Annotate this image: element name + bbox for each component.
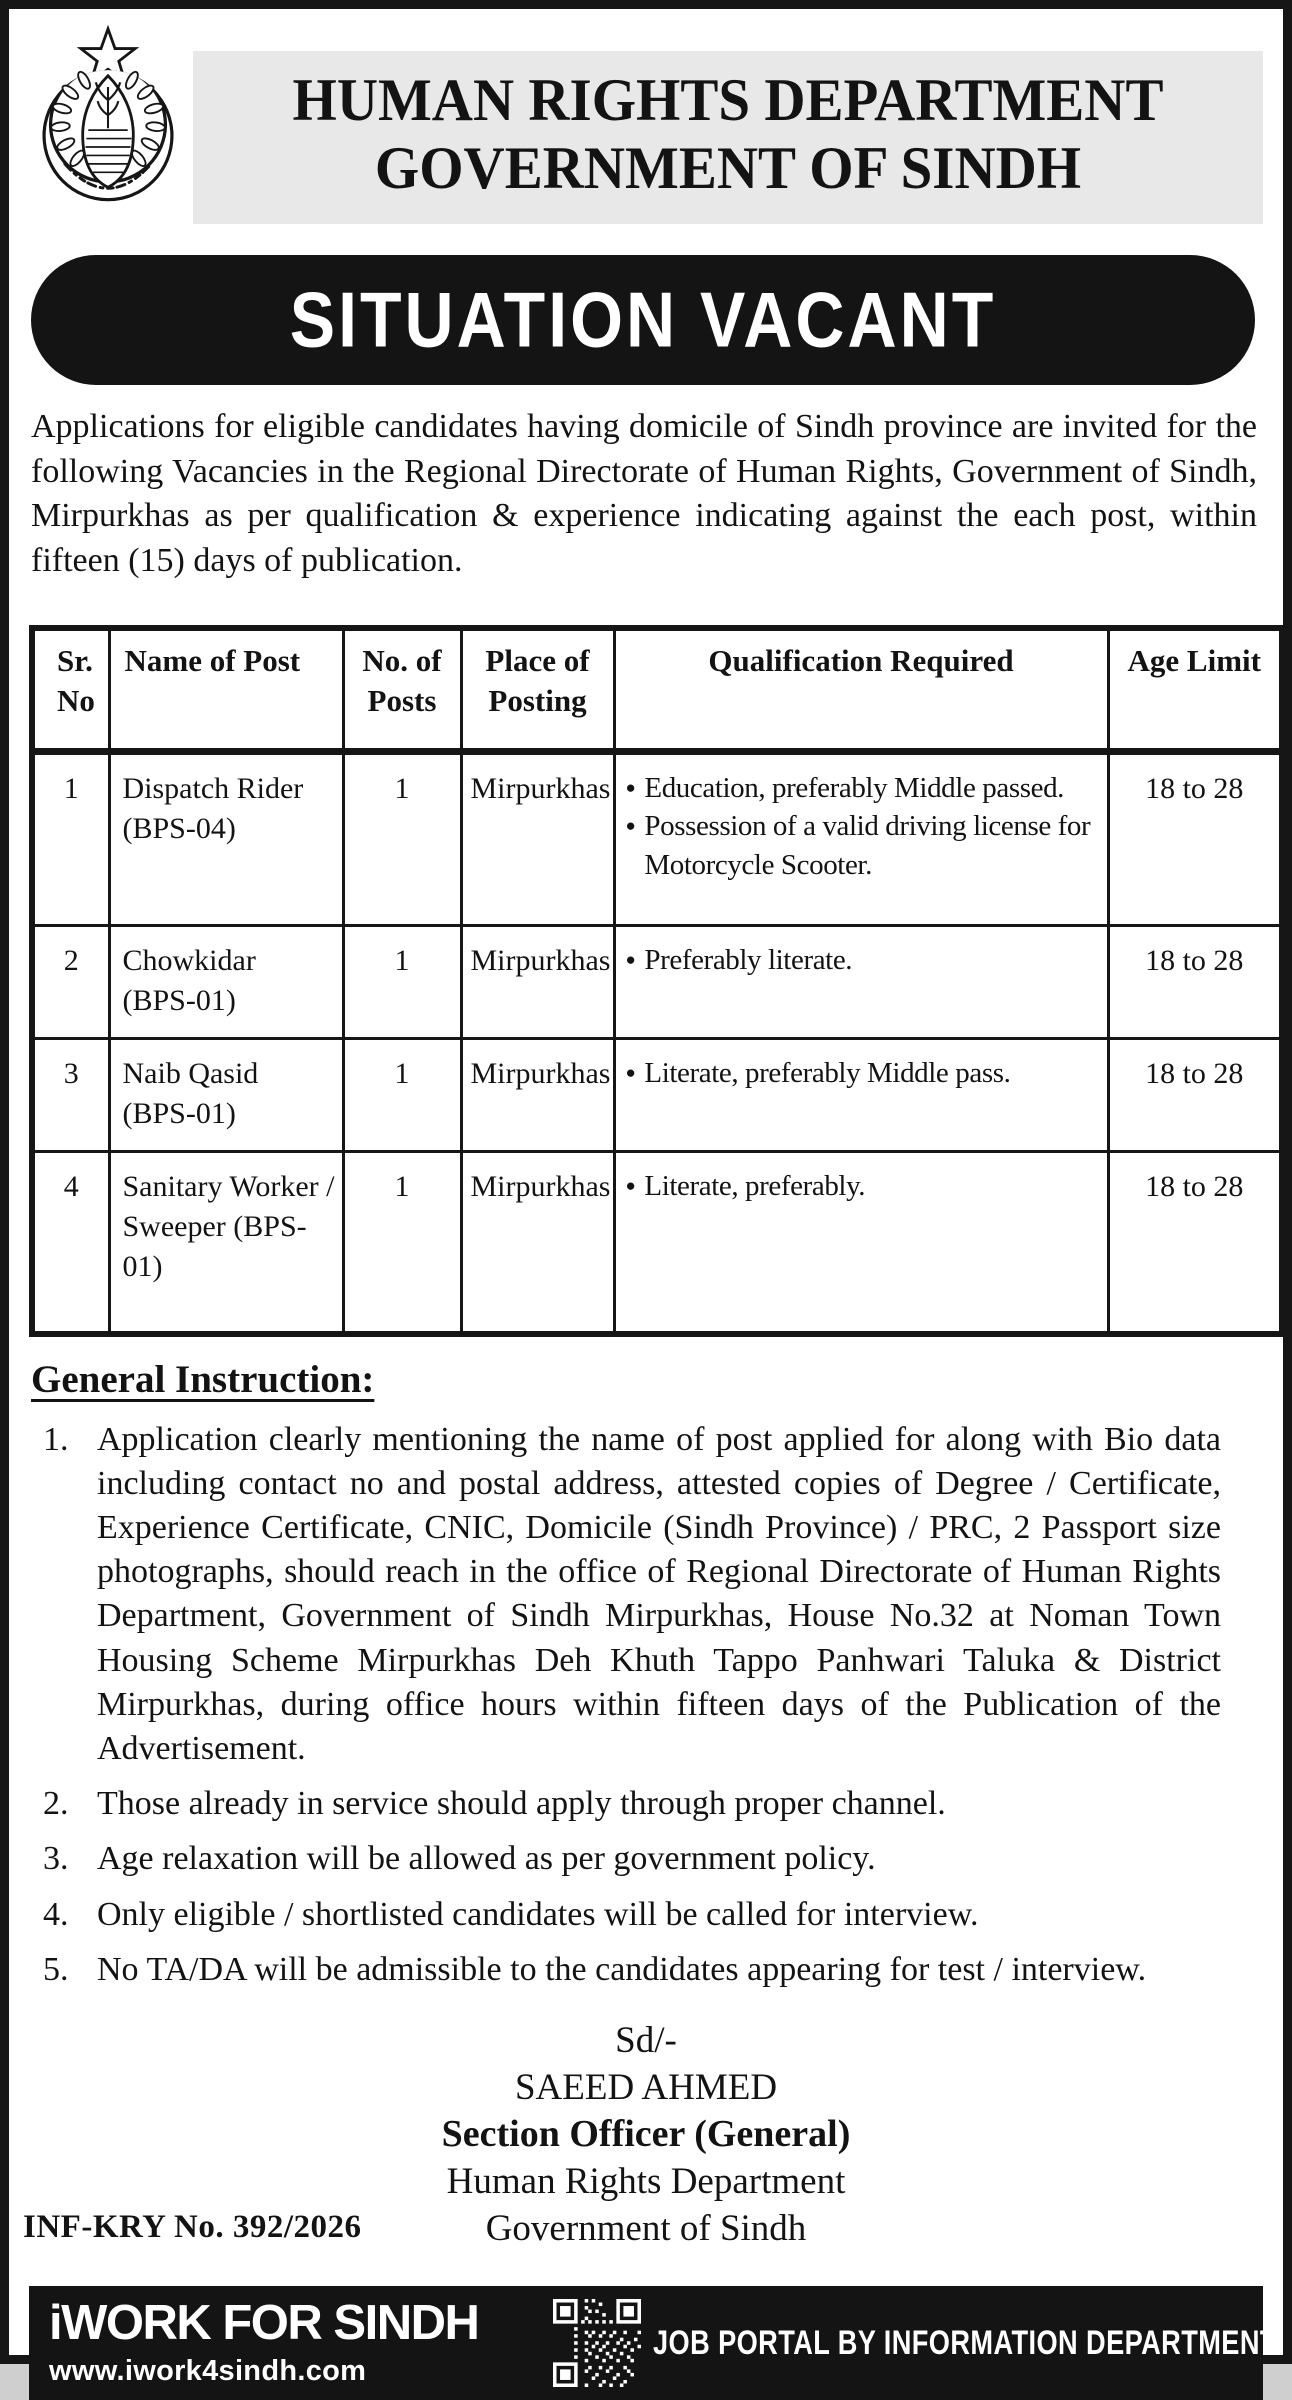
signature-designation: Section Officer (General)	[441, 2113, 851, 2156]
vacancies-table	[29, 625, 1285, 1337]
cell-posts: 1	[343, 751, 461, 926]
col-header-qualification-required: Qualification Required	[614, 628, 1108, 751]
col-header-no-of-posts: No. of Posts	[343, 628, 461, 751]
signature-government: Government of Sindh	[485, 2207, 807, 2249]
instruction-number: 2.	[43, 1785, 69, 1823]
instruction-item	[31, 1418, 1259, 1772]
instruction-text: Only eligible / shortlisted candidates will be called for interview.	[97, 1895, 979, 1933]
instruction-number: 3.	[43, 1840, 69, 1878]
intro-paragraph: Applications for eligible candidates having domicile of Sindh province are invited for the following Vacancies in the Regional Directorate of Human Rights, Government of Sindh, Mirpurkhas as per qualification & experience indicating against the each post, within fifteen (15) days of publication.	[31, 408, 1257, 579]
instruction-item	[31, 1893, 1259, 1937]
cell-place: Mirpurkhas	[461, 926, 614, 1039]
cell-place: Mirpurkhas	[461, 751, 614, 926]
sindh-government-emblem-icon	[33, 25, 183, 229]
cell-post: Naib Qasid (BPS-01)	[109, 1039, 343, 1152]
department-title-line1: HUMAN RIGHTS DEPARTMENT	[292, 67, 1164, 134]
instruction-text: Application clearly mentioning the name of post applied for along with Bio data including contact no and postal address, attested copies of Degree / Certificate, Experience Certificate, CNIC, Domicile (Sindh Province) / PRC, 2 Passport size photographs, should reach in the office of Regional Directorate of Human Rights Department, Government of Sindh Mirpurkhas, House No.32 at Noman Town Housing Scheme Mirpurkhas Deh Khuth Tappo Panhwari Taluka & District Mirpurkhas, during office hours within fifteen days of the Publication of the Advertisement.	[97, 1420, 1221, 1767]
cell-qualifications	[614, 751, 1108, 926]
general-instructions-section	[31, 1357, 1259, 1992]
department-title-line2: GOVERNMENT OF SINDH	[374, 135, 1082, 202]
qualification-item: ● Literate, preferably Middle pass.	[624, 1054, 1103, 1093]
table-row	[32, 751, 1282, 926]
qualification-item: ● Education, preferably Middle passed.	[624, 769, 1103, 808]
cell-posts: 1	[343, 926, 461, 1039]
department-title-band	[193, 51, 1263, 224]
qualification-item: ● Possession of a valid driving license for Motorcycle Scooter.	[624, 807, 1103, 884]
instruction-item	[31, 1837, 1259, 1881]
signature-section	[9, 2018, 1283, 2252]
general-instruction-heading: General Instruction:	[31, 1357, 375, 1401]
instruction-text: No TA/DA will be admissible to the candidates appearing for test / interview.	[97, 1950, 1147, 1988]
signature-name: SAEED AHMED	[514, 2066, 778, 2108]
cell-sr: 3	[32, 1039, 109, 1152]
qualification-item: ● Literate, preferably.	[624, 1167, 1103, 1206]
cell-post: Chowkidar (BPS-01)	[109, 926, 343, 1039]
masthead	[9, 9, 1283, 229]
instruction-text: Those already in service should apply through proper channel.	[97, 1785, 946, 1823]
instruction-number: 5.	[43, 1950, 69, 1988]
instruction-number: 4.	[43, 1895, 69, 1933]
qualification-item: ● Preferably literate.	[624, 941, 1103, 980]
instruction-number: 1.	[43, 1420, 69, 1458]
col-header-age-limit: Age Limit	[1108, 628, 1282, 751]
cell-age: 18 to 28	[1108, 1151, 1282, 1333]
situation-vacant-banner	[31, 255, 1255, 385]
cell-sr: 2	[32, 926, 109, 1039]
signature-department: Human Rights Department	[446, 2160, 846, 2202]
brand-block	[49, 2295, 527, 2388]
cell-age: 18 to 28	[1108, 1039, 1282, 1152]
instruction-item	[31, 1782, 1259, 1826]
inf-reference-number: INF-KRY No. 392/2026	[23, 2209, 362, 2246]
cell-sr: 4	[32, 1151, 109, 1333]
instruction-text: Age relaxation will be allowed as per government policy.	[97, 1840, 876, 1878]
cell-age: 18 to 28	[1108, 926, 1282, 1039]
qr-code-icon	[553, 2299, 641, 2387]
cell-age: 18 to 28	[1108, 751, 1282, 926]
col-header-sr-no: Sr. No	[32, 628, 109, 751]
cell-qualifications	[614, 1151, 1108, 1333]
banner-text: SITUATION VACANT	[289, 276, 997, 364]
cell-qualifications	[614, 926, 1108, 1039]
cell-sr: 1	[32, 751, 109, 926]
table-header-row	[32, 628, 1282, 751]
col-header-name-of-post: Name of Post	[109, 628, 343, 751]
iworkforsindh-footer-bar	[29, 2286, 1277, 2400]
cell-place: Mirpurkhas	[461, 1151, 614, 1333]
footer-website-url: www.iwork4sindh.com	[49, 2354, 367, 2387]
signature-sd: Sd/-	[615, 2019, 677, 2061]
instruction-item	[31, 1948, 1259, 1992]
cell-qualifications	[614, 1039, 1108, 1152]
table-row	[32, 1039, 1282, 1152]
cell-post: Sanitary Worker / Sweeper (BPS-01)	[109, 1151, 343, 1333]
cell-place: Mirpurkhas	[461, 1039, 614, 1152]
iworkforsindh-logo: iWORK FOR SINDH	[49, 2295, 479, 2350]
table-row	[32, 926, 1282, 1039]
cell-posts: 1	[343, 1151, 461, 1333]
cell-posts: 1	[343, 1039, 461, 1152]
cell-post: Dispatch Rider (BPS-04)	[109, 751, 343, 926]
col-header-place-of-posting: Place of Posting	[461, 628, 614, 751]
table-row	[32, 1151, 1282, 1333]
footer-tagline: JOB PORTAL BY INFORMATION DEPARTMENT	[653, 2323, 1277, 2362]
